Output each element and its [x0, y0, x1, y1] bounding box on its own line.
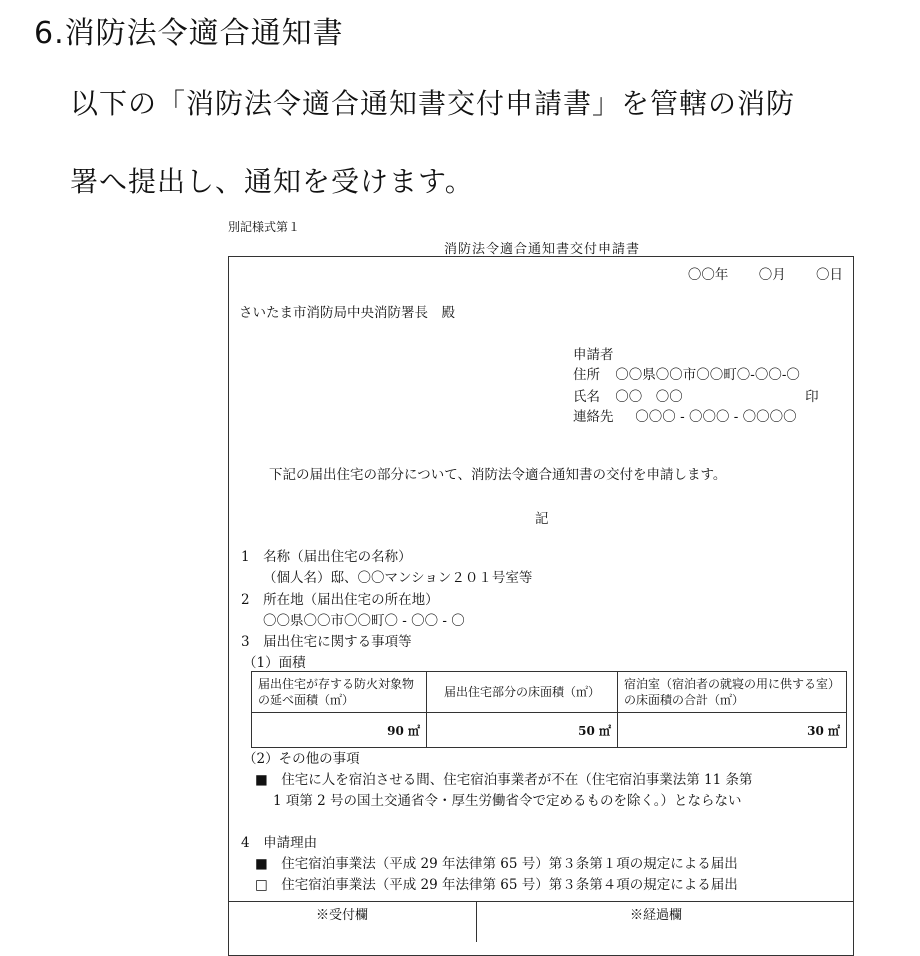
area-header-unit: 届出住宅部分の床面積（㎡） [427, 672, 618, 713]
item-1-title: 1 名称（届出住宅の名称） [241, 549, 412, 565]
address-value: 〇〇県〇〇市〇〇町〇-〇〇-〇 [615, 367, 800, 383]
area-value-unit: 50 ㎡ [427, 713, 618, 748]
reason-option-2: □ 住宅宿泊事業法（平成 29 年法律第 65 号）第３条第４項の規定による届出 [255, 877, 738, 893]
item-3-other-heading: （2）その他の事項 [243, 751, 360, 767]
date-month: 〇月 [758, 267, 786, 283]
form-date [662, 263, 843, 283]
area-header-total: 届出住宅が存する防火対象物の延べ面積（㎡） [252, 672, 427, 713]
form-style-label: 別記様式第１ [228, 220, 301, 234]
date-year: 〇〇年 [687, 267, 729, 283]
area-table [251, 671, 847, 748]
applicant-heading: 申請者 [573, 347, 614, 363]
applicant-name-row [573, 385, 819, 405]
contact-value: 〇〇〇 - 〇〇〇 - 〇〇〇〇 [635, 409, 797, 425]
other-condition-line-1: ■ 住宅に人を宿泊させる間、住宅宿泊事業者が不在（住宅宿泊事業法第 11 条第 [255, 772, 753, 788]
footer-divider [476, 902, 477, 942]
form-footer [228, 901, 854, 932]
other-condition-line-2: 1 項第 2 号の国土交通省令・厚生労働省令で定めるものを除く。）とならない [273, 793, 742, 809]
area-value-total: 90 ㎡ [252, 713, 427, 748]
applicant-contact-row [573, 405, 797, 425]
contact-label: 連絡先 [573, 409, 614, 425]
addressee: さいたま市消防局中央消防署長 殿 [239, 305, 455, 321]
section-heading: 6.消防法令適合通知書 [34, 16, 344, 51]
intro-line-2: 署へ提出し、通知を受けます。 [70, 165, 474, 198]
item-2-value: 〇〇県〇〇市〇〇町〇 - 〇〇 - 〇 [263, 613, 465, 629]
area-header-rooms: 宿泊室（宿泊者の就寝の用に供する室）の床面積の合計（㎡） [618, 672, 847, 713]
area-table-header-row [252, 672, 847, 713]
name-value: 〇〇 〇〇 [615, 389, 683, 405]
form-title: 消防法令適合通知書交付申請書 [443, 242, 640, 257]
request-text: 下記の届出住宅の部分について、消防法令適合通知書の交付を申請します。 [269, 467, 727, 483]
reception-column: ※受付欄 [316, 908, 369, 923]
area-value-rooms: 30 ㎡ [618, 713, 847, 748]
seal-mark: 印 [805, 389, 819, 405]
address-label: 住所 [573, 367, 600, 383]
item-3-area-heading: （1）面積 [243, 655, 306, 671]
date-day: 〇日 [816, 267, 843, 283]
application-form [228, 256, 854, 956]
progress-column: ※経過欄 [630, 908, 683, 923]
intro-line-1: 以下の「消防法令適合通知書交付申請書」を管轄の消防 [70, 87, 796, 120]
area-table-value-row [252, 713, 847, 748]
name-label: 氏名 [573, 389, 600, 405]
item-1-value: （個人名）邸、〇〇マンション２０１号室等 [263, 570, 533, 586]
item-4-title: 4 申請理由 [241, 835, 318, 851]
reason-option-1: ■ 住宅宿泊事業法（平成 29 年法律第 65 号）第３条第１項の規定による届出 [255, 856, 738, 872]
applicant-address-row [573, 363, 800, 383]
item-2-title: 2 所在地（届出住宅の所在地） [241, 592, 439, 608]
ki-mark: 記 [535, 511, 549, 527]
item-3-title: 3 届出住宅に関する事項等 [241, 634, 412, 650]
